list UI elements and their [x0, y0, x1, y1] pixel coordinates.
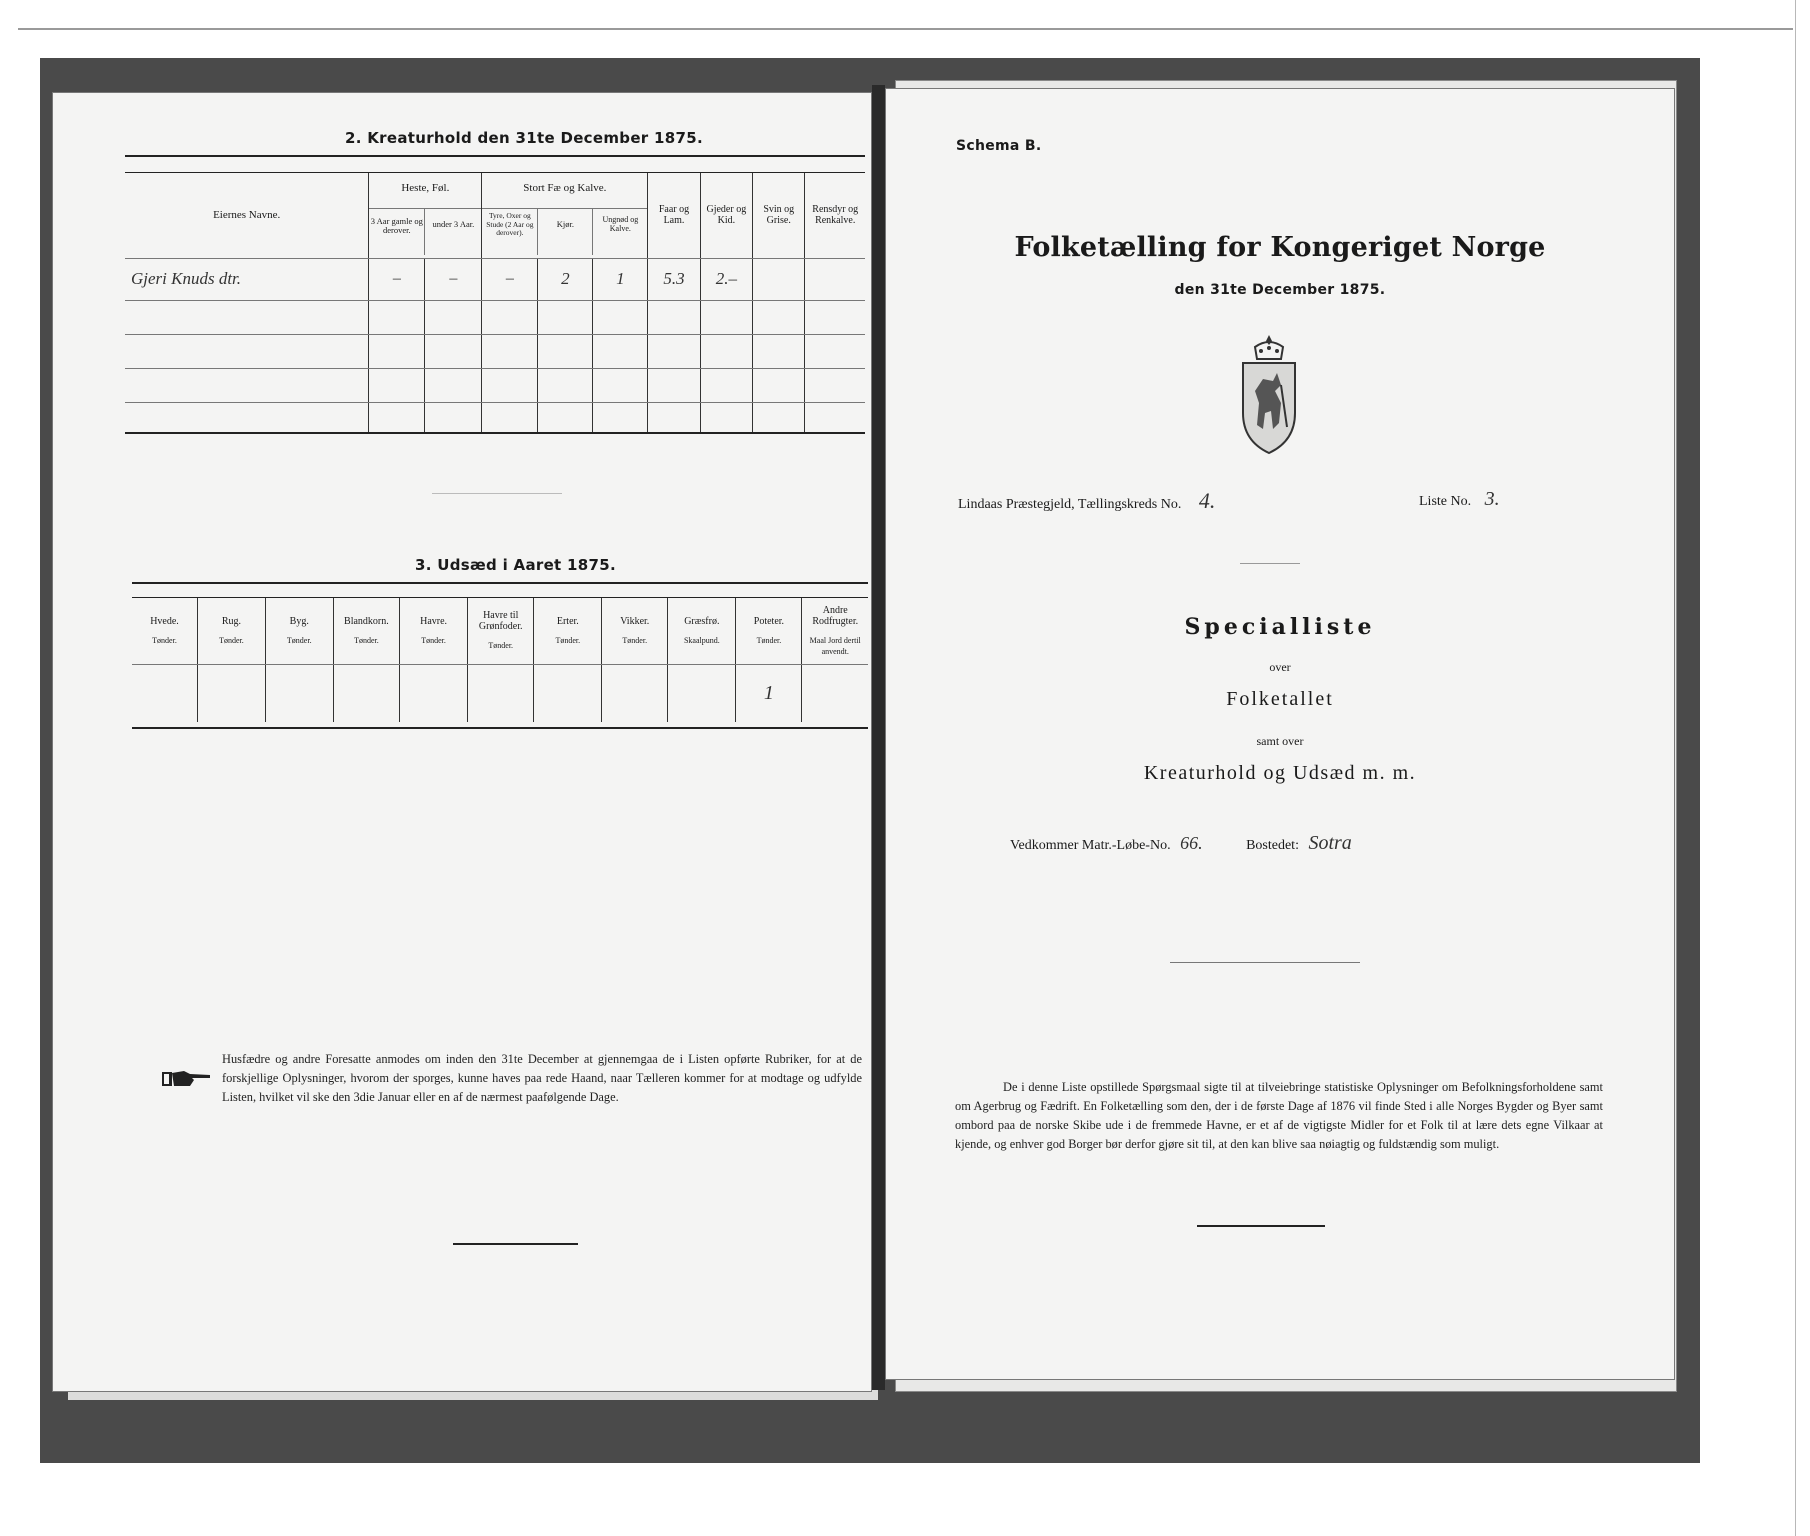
rule	[125, 432, 865, 434]
book-spine	[872, 85, 885, 1390]
divider	[432, 493, 562, 494]
liste-line	[1419, 488, 1500, 511]
udsaed-cell	[602, 664, 668, 722]
group-heste-header: Heste, Føl. 3 Aar gamle og derover. under 3 Aar.	[369, 173, 482, 258]
district-line	[958, 488, 1215, 514]
col-rensdyr-header: Rensdyr og Renkalve.	[805, 173, 865, 258]
prestegjeld-label: Lindaas Præstegjeld,	[958, 497, 1075, 512]
udsaed-col-header	[265, 598, 333, 664]
section2-heading: 2. Kreaturhold den 31te December 1875.	[345, 129, 703, 147]
scan-edge	[1795, 0, 1796, 1536]
kreds-value: 4.	[1198, 488, 1216, 513]
udsaed-col-unit: Tønder.	[219, 635, 244, 645]
rule	[132, 582, 868, 584]
udsaed-cell	[400, 664, 468, 722]
udsaed-col-unit: Tønder.	[622, 635, 648, 645]
udsaed-cell	[802, 664, 868, 722]
cell-gjeder: 2.–	[700, 258, 752, 300]
liste-value: 3.	[1484, 488, 1500, 510]
table-row	[125, 258, 865, 300]
divider	[453, 1243, 578, 1245]
udsaed-col-unit: Maal Jord dertil anvendt.	[809, 635, 861, 656]
udsaed-col-name: Græsfrø.	[684, 615, 720, 627]
scan-edge	[18, 28, 1793, 30]
divider	[1240, 563, 1300, 564]
udsaed-col-header	[802, 598, 868, 664]
cell-faar: 5.3	[648, 258, 700, 300]
coat-of-arms-icon	[1237, 333, 1301, 455]
udsaed-col-name: Andre Rodfrugter.	[812, 604, 859, 627]
kreds-label: Tællingskreds No.	[1077, 497, 1182, 512]
group-stort-header: Stort Fæ og Kalve. Tyre, Oxer og Stude (2 Aar og derover). Kjør. Ungnød og Kalve.	[482, 173, 648, 258]
footer-paragraph: De i denne Liste opstillede Spørgsmaal sigte til at tilveiebringe statistiske Oplysninger om Befolkningsforholdene samt om Agerbrug og Fædrift. En Folketælling som den, der i de første Dage af 1876 vil finde Sted i alle Norges Bygder og Byer samt ombord paa de norske Skibe ude i de fremmede Havne, er et af de vigtigste Midler for et Folk til at lære dets egne Vilkaar at kjende, og enhver god Borger bør derfor gjøre sit til, at den kan blive saa nøiagtig og fuldstændig som muligt.	[955, 1080, 1603, 1151]
divider	[1197, 1225, 1325, 1227]
cell-ungnod: 1	[593, 258, 648, 300]
cell-rensdyr	[805, 258, 865, 300]
matr-value: 66.	[1180, 833, 1203, 853]
udsaed-col-unit: Tønder.	[354, 635, 379, 645]
divider	[1170, 962, 1360, 963]
udsaed-col-unit: Tønder.	[286, 635, 312, 645]
udsaed-col-unit: Tønder.	[555, 635, 581, 645]
folketallet-text: Folketallet	[1226, 688, 1334, 710]
bosted-label: Bostedet:	[1246, 838, 1299, 853]
notice-text: Husfædre og andre Foresatte anmodes om inden den 31te December at gjennemgaa de i Listen opførte Rubriker, for at de forskjellige Oplysninger, hvorom der sporges, kunne haves paa rede Haand, naar Tælleren kommer for at modtage og udfylde Listen, hvilket vil ske den 3die Januar eller en af de nærmest paafølgende Dage.	[222, 1052, 862, 1104]
samt-over-text: samt over	[1256, 734, 1304, 748]
kreaturhold-subtitle: Kreaturhold og Udsæd m. m.	[1143, 762, 1417, 784]
table-row	[132, 664, 868, 722]
udsaed-col-name: Rug.	[221, 615, 241, 627]
udsaed-col-header	[668, 598, 736, 664]
table-row	[125, 300, 865, 334]
col-heste-old-header: 3 Aar gamle og derover.	[370, 216, 423, 235]
udsaed-col-name: Blandkorn.	[344, 615, 389, 627]
census-title: Folketælling for Kongeriget Norge	[1014, 232, 1546, 263]
col-gjeder-header: Gjeder og Kid.	[700, 173, 752, 258]
col-tyre-header: Tyre, Oxer og Stude (2 Aar og derover).	[486, 211, 534, 237]
udsaed-col-header	[602, 598, 668, 664]
udsaed-col-name: Havre.	[420, 615, 448, 627]
udsaed-col-header	[132, 598, 198, 664]
section3-heading: 3. Udsæd i Aaret 1875.	[415, 556, 616, 574]
udsaed-col-unit: Tønder.	[488, 641, 514, 651]
udsaed-cell	[333, 664, 399, 722]
kreaturhold-table	[125, 173, 865, 432]
udsaed-cell	[132, 664, 198, 722]
udsaed-col-header	[468, 598, 534, 664]
udsaed-col-unit: Tønder.	[421, 635, 446, 645]
udsaed-col-name: Byg.	[289, 615, 309, 627]
matr-line	[1010, 832, 1352, 855]
table-row	[125, 402, 865, 432]
udsaed-col-header	[333, 598, 399, 664]
col-owner-header: Eiernes Navne.	[125, 173, 369, 258]
matr-label: Vedkommer Matr.-Løbe-No.	[1010, 838, 1171, 853]
udsaed-col-header	[400, 598, 468, 664]
cell-svin	[753, 258, 805, 300]
udsaed-cell	[668, 664, 736, 722]
liste-label: Liste No.	[1419, 494, 1472, 509]
udsaed-table	[132, 598, 868, 722]
udsaed-col-name: Erter.	[556, 615, 579, 627]
cell-heste-young: –	[425, 258, 482, 300]
udsaed-col-name: Havre til Grønfoder.	[478, 610, 523, 633]
col-heste-young-header: under 3 Aar.	[424, 209, 481, 255]
cell-heste-old: –	[369, 258, 425, 300]
table-row	[125, 368, 865, 402]
rule	[132, 727, 868, 729]
udsaed-col-name: Poteter.	[753, 615, 785, 627]
schema-label: Schema B.	[956, 138, 1042, 154]
udsaed-cell: 1	[736, 664, 802, 722]
rule	[125, 155, 865, 157]
udsaed-cell	[468, 664, 534, 722]
udsaed-cell	[534, 664, 602, 722]
census-date: den 31te December 1875.	[1174, 282, 1386, 298]
over-text: over	[1269, 660, 1291, 674]
udsaed-cell	[265, 664, 333, 722]
udsaed-col-unit: Tønder.	[152, 635, 177, 645]
udsaed-col-unit: Tønder.	[756, 635, 782, 645]
col-faar-header: Faar og Lam.	[648, 173, 700, 258]
udsaed-col-unit: Skaalpund.	[683, 635, 720, 645]
udsaed-col-header	[534, 598, 602, 664]
bosted-value: Sotra	[1308, 832, 1352, 854]
cell-owner: Gjeri Knuds dtr.	[125, 258, 369, 300]
udsaed-col-name: Vikker.	[620, 615, 650, 627]
udsaed-col-header	[198, 598, 266, 664]
cell-tyre: –	[482, 258, 538, 300]
col-ungnod-header: Ungnød og Kalve.	[592, 209, 647, 255]
col-svin-header: Svin og Grise.	[753, 173, 805, 258]
udsaed-col-header	[736, 598, 802, 664]
specialliste-title: Specialliste	[1184, 614, 1376, 640]
table-row	[125, 334, 865, 368]
col-kjor-header: Kjør.	[537, 209, 592, 255]
pointing-hand-icon	[160, 1068, 212, 1090]
cell-kjor: 2	[538, 258, 593, 300]
udsaed-cell	[198, 664, 266, 722]
udsaed-col-name: Hvede.	[150, 615, 179, 627]
